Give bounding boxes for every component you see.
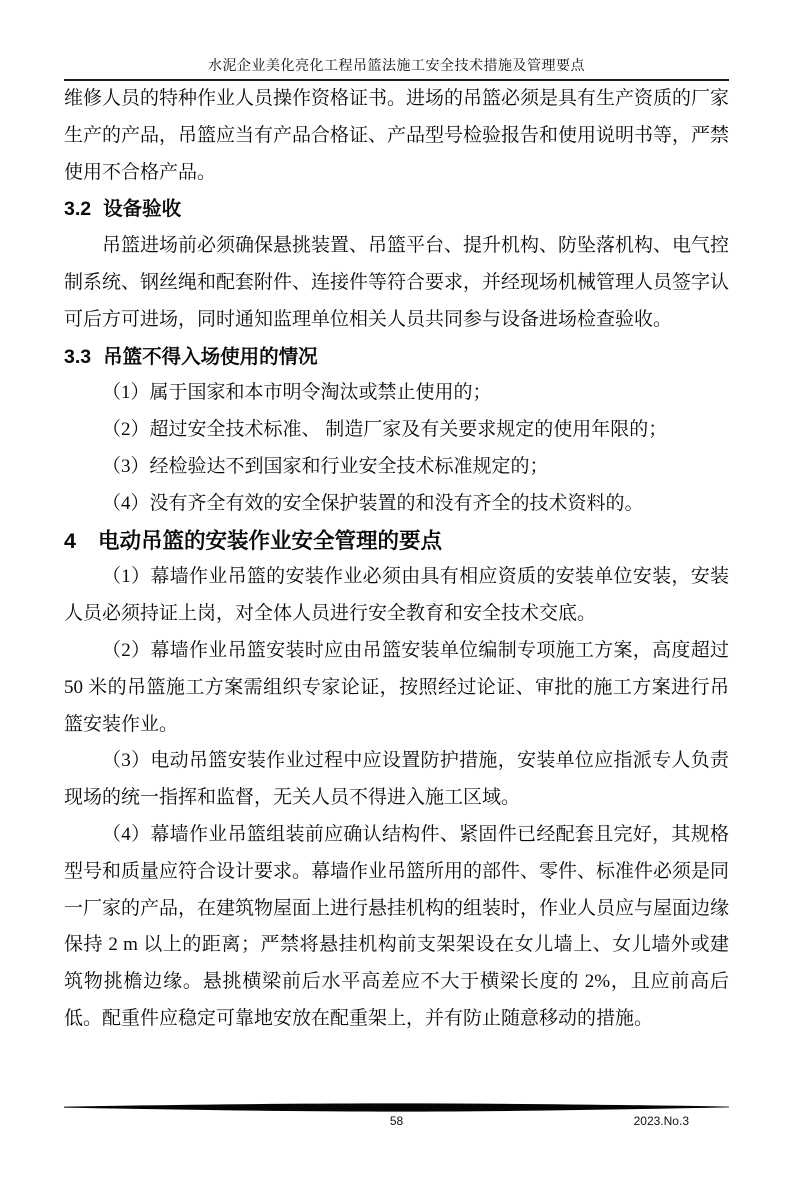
section-number: 4 — [64, 528, 76, 553]
section-heading-3-3 — [64, 339, 729, 376]
section-title: 吊篮不得入场使用的情况 — [103, 345, 318, 368]
footer-row — [64, 1114, 729, 1130]
list-item: （1）属于国家和本市明令淘汰或禁止使用的； — [102, 382, 492, 404]
paragraph-install-3: （3）电动吊篮安装作业过程中应设置防护措施，安装单位应指派专人负责现场的统一指挥和监督，无关人员不得进入施工区域。 — [64, 750, 729, 809]
paragraph-install-1: （1）幕墙作业吊篮的安装作业必须由具有相应资质的安装单位安装，安装人员必须持证上岗，对全体人员进行安全教育和安全技术交底。 — [64, 566, 729, 625]
footer-divider — [64, 1103, 729, 1112]
paragraph-install-4: （4）幕墙作业吊篮组装前应确认结构件、紧固件已经配套且完好，其规格型号和质量应符合设计要求。幕墙作业吊篮所用的部件、零件、标准件必须是同一厂家的产品，在建筑物屋面上进行悬挂机构的组装时，作业人员应与屋面边缘保持 2 m 以上的距离；严禁将悬挂机构前支架架设在女儿墙上、女儿墙外或建筑物挑檐边缘。悬挑横梁前后水平高差应不大于横梁长度的 2%，且应前高后低。配重件应稳定可靠地安放在配重架上，并有防止随意移动的措施。 — [64, 823, 730, 1029]
document-body — [64, 81, 729, 1038]
list-item: （2）超过安全技术标准、 制造厂家及有关要求规定的使用年限的； — [102, 419, 668, 441]
page-footer — [64, 1103, 729, 1130]
section-heading-3-2 — [64, 191, 729, 228]
issue-label: 2023.No.3 — [633, 1114, 689, 1128]
list-item: （3）经检验达不到国家和行业安全技术标准规定的； — [102, 455, 549, 477]
page-number: 58 — [389, 1114, 404, 1128]
list-item: （4）没有齐全有效的安全保护装置的和没有齐全的技术资料的。 — [102, 492, 644, 514]
running-header-title: 水泥企业美化亮化工程吊篮法施工安全技术措施及管理要点 — [208, 59, 585, 74]
section-number: 3.2 — [64, 198, 92, 221]
paragraph-continuation: 维修人员的特种作业人员操作资格证书。进场的吊篮必须是具有生产资质的厂家生产的产品，吊篮应当有产品合格证、产品型号检验报告和使用说明书等，严禁使用不合格产品。 — [64, 88, 730, 183]
paragraph-equipment-acceptance: 吊篮进场前必须确保悬挑装置、吊篮平台、提升机构、防坠落机构、电气控制系统、钢丝绳和配套附件、连接件等符合要求，并经现场机械管理人员签字认可后方可进场，同时通知监理单位相关人员共同参与设备进场检查验收。 — [64, 235, 730, 330]
paragraph-install-2: （2）幕墙作业吊篮安装时应由吊篮安装单位编制专项施工方案，高度超过50 米的吊篮施工方案需组织专家论证，按照经过论证、审批的施工方案进行吊篮安装作业。 — [64, 639, 729, 735]
section-heading-4 — [64, 523, 729, 560]
document-page — [0, 57, 793, 1179]
section-title: 电动吊篮的安装作业安全管理的要点 — [97, 528, 442, 553]
section-number: 3.3 — [64, 345, 92, 368]
section-title: 设备验收 — [103, 198, 182, 221]
running-header — [64, 57, 729, 81]
